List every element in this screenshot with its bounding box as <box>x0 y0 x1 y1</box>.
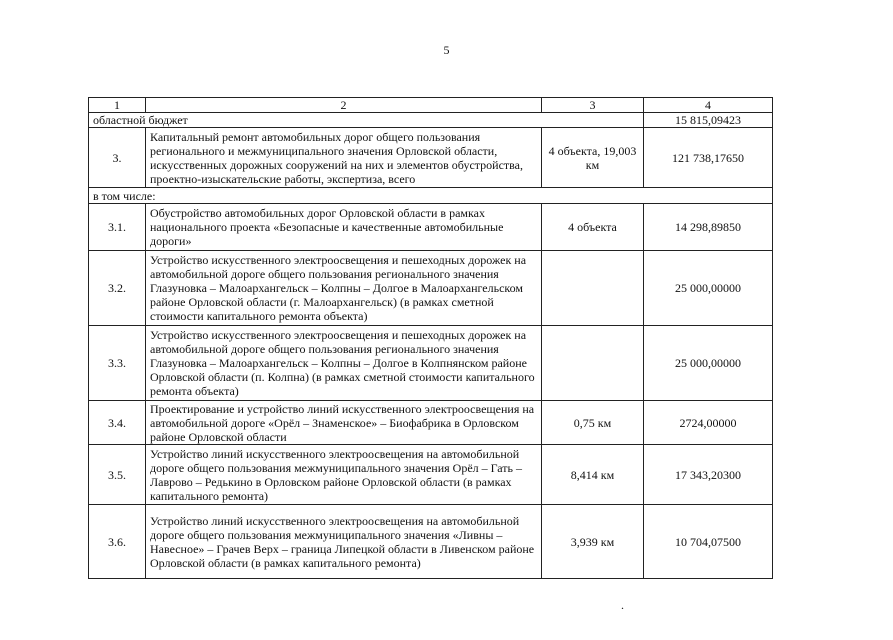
budget-row <box>89 113 773 128</box>
row-amount: 25 000,00000 <box>644 251 773 326</box>
row-number: 3.2. <box>89 251 146 326</box>
row-description: Устройство искусственного электроосвещения и пешеходных дорожек на автомобильной дороге общего пользования регионального значения Глазуновка – Малоархангельск – Колпны – Долгое в Колпнянском районе Орловской области (п. Колпна) (в рамках сметной стоимости капитального ремонта объекта) <box>146 326 542 401</box>
including-row <box>89 188 773 204</box>
table-row <box>89 204 773 251</box>
row-description: Устройство линий искусственного электроосвещения на автомобильной дороге общего пользования межмуниципального значения «Ливны – Навесное» – Грачев Верх – граница Липецкой области в Ливенском районе Орловской области (в рамках капитального ремонта) <box>146 505 542 579</box>
row-amount: 10 704,07500 <box>644 505 773 579</box>
budget-table <box>88 97 773 579</box>
footer-mark: . <box>621 598 624 612</box>
row-number: 3.3. <box>89 326 146 401</box>
row-amount: 2724,00000 <box>644 401 773 445</box>
table-row <box>89 401 773 445</box>
row-volume: 8,414 км <box>542 445 644 505</box>
row-volume <box>542 326 644 401</box>
including-label: в том числе: <box>89 188 773 204</box>
row-volume: 4 объекта, 19,003 км <box>542 128 644 188</box>
table-row <box>89 445 773 505</box>
row-number: 3.6. <box>89 505 146 579</box>
main-item-row <box>89 128 773 188</box>
table-row <box>89 326 773 401</box>
row-number: 3.5. <box>89 445 146 505</box>
row-description: Устройство искусственного электроосвещения и пешеходных дорожек на автомобильной дороге общего пользования регионального значения Глазуновка – Малоархангельск – Колпны – Долгое в Малоархангельском районе Орловской области (г. Малоархангельск) (в рамках сметной стоимости капитального ремонта объекта) <box>146 251 542 326</box>
column-header-2: 2 <box>146 98 542 113</box>
page-number: 5 <box>443 43 450 57</box>
row-description: Капитальный ремонт автомобильных дорог общего пользования регионального и межмуниципального значения Орловской области, искусственных дорожных сооружений на них и элементов обустройства, проектно-изыскательские работы, экспертиза, всего <box>146 128 542 188</box>
row-amount: 25 000,00000 <box>644 326 773 401</box>
row-volume: 3,939 км <box>542 505 644 579</box>
row-description: Проектирование и устройство линий искусственного электроосвещения на автомобильной дороге «Орёл – Знаменское» – Биофабрика в Орловском районе Орловской области <box>146 401 542 445</box>
row-number: 3.1. <box>89 204 146 251</box>
column-header-4: 4 <box>644 98 773 113</box>
budget-value: 15 815,09423 <box>644 113 773 128</box>
row-amount: 17 343,20300 <box>644 445 773 505</box>
row-volume <box>542 251 644 326</box>
row-number: 3.4. <box>89 401 146 445</box>
row-description: Устройство линий искусственного электроосвещения на автомобильной дороге общего пользования межмуниципального значения Орёл – Гать – Лаврово – Редькино в Орловском районе Орловской области (в рамках капитального ремонта) <box>146 445 542 505</box>
table-row <box>89 251 773 326</box>
table-row <box>89 505 773 579</box>
column-header-1: 1 <box>89 98 146 113</box>
row-amount: 14 298,89850 <box>644 204 773 251</box>
row-amount: 121 738,17650 <box>644 128 773 188</box>
column-header-3: 3 <box>542 98 644 113</box>
row-description: Обустройство автомобильных дорог Орловской области в рамках национального проекта «Безопасные и качественные автомобильные дороги» <box>146 204 542 251</box>
row-number: 3. <box>89 128 146 188</box>
budget-label: областной бюджет <box>89 113 644 128</box>
row-volume: 0,75 км <box>542 401 644 445</box>
table-header-row <box>89 98 773 113</box>
row-volume: 4 объекта <box>542 204 644 251</box>
